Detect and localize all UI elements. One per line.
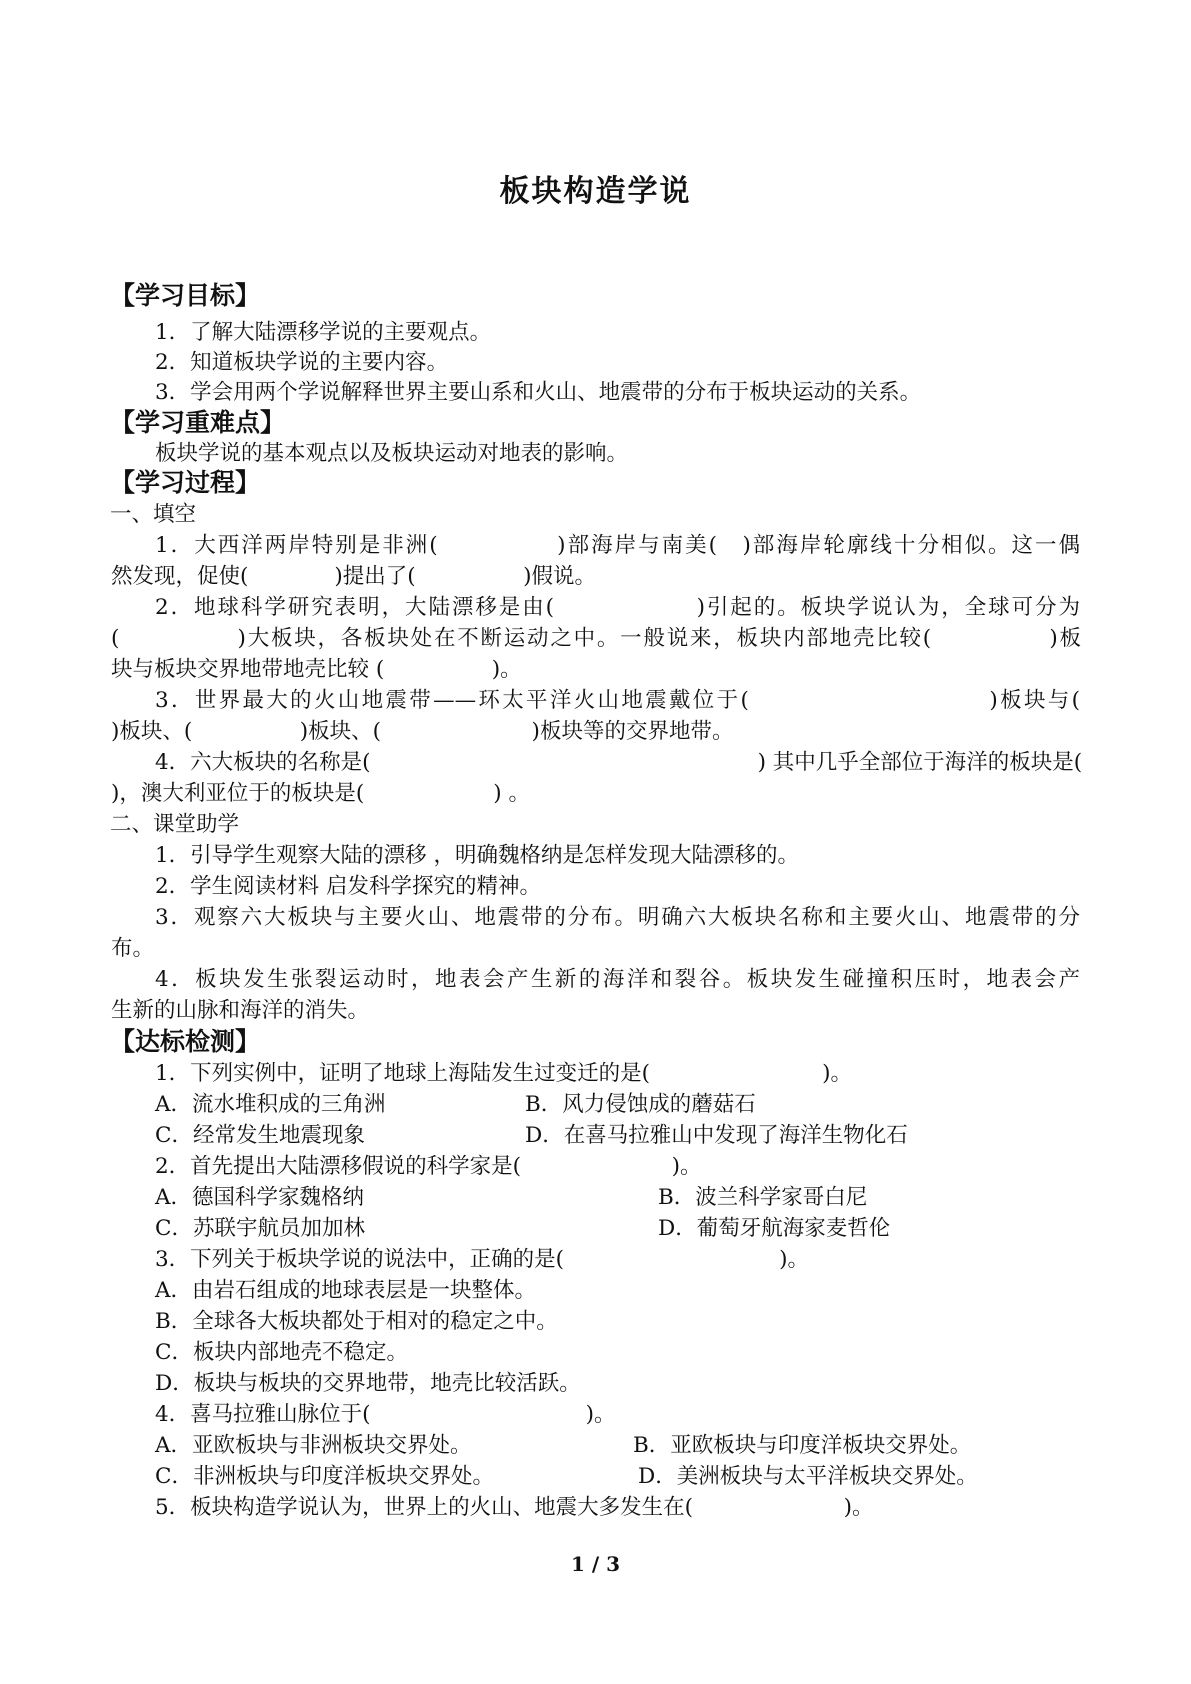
section-heading-objectives: 【学习目标】 <box>110 281 261 310</box>
fill-heading: 一、填空 <box>110 502 197 527</box>
fill-line: ( )大板块，各板块处在不断运动之中。一般说来，板块内部地壳比较( )板 <box>111 626 1081 651</box>
fill-line: 然发现，促使( )提出了( )假说。 <box>111 564 597 589</box>
page-number: 1 / 3 <box>570 1552 621 1576</box>
option-3a: A．由岩石组成的地球表层是一块整体。 <box>155 1278 537 1303</box>
class-heading: 二、课堂助学 <box>110 812 240 837</box>
question-1: 1．下列实例中，证明了地球上海陆发生过变迁的是( )。 <box>155 1061 852 1086</box>
fill-line: 2．地球科学研究表明，大陆漂移是由( )引起的。板块学说认为，全球可分为 <box>155 595 1080 620</box>
section-heading-process: 【学习过程】 <box>110 468 261 497</box>
option-1a: A．流水堆积成的三角洲 <box>155 1092 386 1117</box>
class-line: 2．学生阅读材料 启发科学探究的精神。 <box>155 874 542 899</box>
section-heading-test: 【达标检测】 <box>110 1027 261 1056</box>
option-1d: D．在喜马拉雅山中发现了海洋生物化石 <box>525 1123 908 1148</box>
option-4d: D．美洲板块与太平洋板块交界处。 <box>638 1464 978 1489</box>
class-line: 生新的山脉和海洋的消失。 <box>111 998 370 1023</box>
fill-line: 3．世界最大的火山地震带——环太平洋火山地震戴位于( )板块与( <box>155 688 1080 713</box>
class-line: 布。 <box>111 936 155 961</box>
class-line: 3．观察六大板块与主要火山、地震带的分布。明确六大板块名称和主要火山、地震带的分 <box>155 905 1080 930</box>
fill-line: 1．大西洋两岸特别是非洲( )部海岸与南美( )部海岸轮廓线十分相似。这一偶 <box>155 533 1080 558</box>
fill-line: 块与板块交界地带地壳比较 ( )。 <box>111 657 522 682</box>
question-5: 5．板块构造学说认为，世界上的火山、地震大多发生在( )。 <box>155 1495 874 1520</box>
option-2a: A．德国科学家魏格纳 <box>155 1185 365 1210</box>
option-3b: B．全球各大板块都处于相对的稳定之中。 <box>155 1309 558 1334</box>
option-4c: C．非洲板块与印度洋板块交界处。 <box>155 1464 494 1489</box>
fill-line: )，澳大利亚位于的板块是( ) 。 <box>111 781 530 806</box>
page-title: 板块构造学说 <box>499 174 692 209</box>
option-3c: C．板块内部地壳不稳定。 <box>155 1340 408 1365</box>
option-2d: D．葡萄牙航海家麦哲伦 <box>658 1216 891 1241</box>
objective-item: 1．了解大陆漂移学说的主要观点。 <box>155 320 492 345</box>
section-heading-key-points: 【学习重难点】 <box>110 408 286 437</box>
class-line: 4．板块发生张裂运动时，地表会产生新的海洋和裂谷。板块发生碰撞积压时，地表会产 <box>155 967 1080 992</box>
option-1c: C．经常发生地震现象 <box>155 1123 365 1148</box>
question-2: 2．首先提出大陆漂移假说的科学家是( )。 <box>155 1154 702 1179</box>
option-2b: B．波兰科学家哥白尼 <box>658 1185 868 1210</box>
fill-line: 4．六大板块的名称是( ) 其中几乎全部位于海洋的板块是( <box>155 750 1083 775</box>
option-3d: D．板块与板块的交界地带，地壳比较活跃。 <box>155 1371 581 1396</box>
key-points-text: 板块学说的基本观点以及板块运动对地表的影响。 <box>155 441 629 466</box>
objective-item: 2．知道板块学说的主要内容。 <box>155 350 449 375</box>
question-4: 4．喜马拉雅山脉位于( )。 <box>155 1402 616 1427</box>
class-line: 1．引导学生观察大陆的漂移 ，明确魏格纳是怎样发现大陆漂移的。 <box>155 843 800 868</box>
fill-line: )板块、( )板块、( )板块等的交界地带。 <box>111 719 734 744</box>
objective-item: 3．学会用两个学说解释世界主要山系和火山、地震带的分布于板块运动的关系。 <box>155 380 922 405</box>
option-1b: B．风力侵蚀成的蘑菇石 <box>525 1092 756 1117</box>
option-2c: C．苏联宇航员加加林 <box>155 1216 365 1241</box>
option-4a: A．亚欧板块与非洲板块交界处。 <box>155 1433 472 1458</box>
question-3: 3．下列关于板块学说的说法中，正确的是( )。 <box>155 1247 809 1272</box>
option-4b: B．亚欧板块与印度洋板块交界处。 <box>633 1433 972 1458</box>
